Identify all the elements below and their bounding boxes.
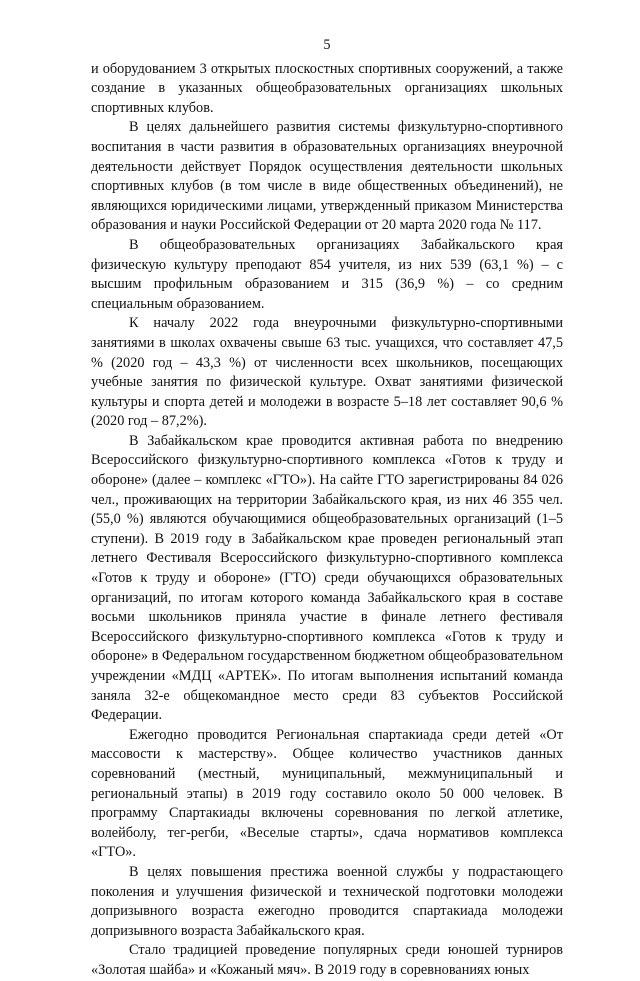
paragraph-pe-teachers: В общеобразовательных организациях Забайкальского края физическую культуру преподают 854 учителя, из них 539 (63,1 %) – с высшим профильным образованием и 315 (36,9 %) – со средним специальным образованием. [91, 236, 563, 312]
document-page [91, 36, 563, 981]
paragraph-extracurricular-coverage: К началу 2022 года внеурочными физкультурно-спортивными занятиями в школах охвачены свыше 63 тыс. учащихся, что составляет 47,5 % (2020 год – 43,3 %) от численности всех школьников, посещающих учебные занятия по физической культуре. Охват занятиями физической культуры и спорта детей и молодежи в возрасте 5–18 лет составляет 90,6 % (2020 год – 87,2%). [91, 315, 563, 430]
paragraph-continuation: и оборудованием 3 открытых плоскостных спортивных сооружений, а также создание в указанных общеобразовательных организациях школьных спортивных клубов. [91, 60, 563, 116]
paragraph-school-sports-clubs: В целях дальнейшего развития системы физкультурно-спортивного воспитания в части развития в образовательных организациях внеурочной деятельности действует Порядок осуществления деятельности школьных спортивных клубов (в том числе в виде общественных объединений), не являющихся юридическими лицами, утвержденный приказом Министерства образования и науки Российской Федерации от 20 марта 2020 года № 117. [91, 119, 563, 234]
paragraph-gto-complex: В Забайкальском крае проводится активная работа по внедрению Всероссийского физкультурно-спортивного комплекса «Готов к труду и обороне» (далее – комплекс «ГТО»). На сайте ГТО зарегистрированы 84 026 чел., проживающих на территории Забайкальского края, из них 46 355 чел. (55,0 %) являются обучающимися общеобразовательных организаций (1–5 ступени). В 2019 году в Забайкальском крае проведен региональный этап летнего Фестиваля Всероссийского физкультурно-спортивного комплекса «Готов к труду и обороне» (ГТО) среди обучающихся образовательных организаций, по итогам которого команда Забайкальского края в составе восьми школьников приняла участие в финале летнего фестиваля Всероссийского физкультурно-спортивного комплекса «Готов к труду и обороне» в Федеральном государственном бюджетном общеобразовательном учреждении «МДЦ «АРТЕК». По итогам выполнения испытаний команда заняла 32-е общекомандное место среди 83 субъектов Российской Федерации. [91, 432, 563, 724]
paragraph-tournaments: Стало традицией проведение популярных среди юношей турниров «Золотая шайба» и «Кожаный мяч». В 2019 году в соревнованиях юных [91, 942, 563, 978]
paragraph-pre-conscription-spartakiad: В целях повышения престижа военной службы у подрастающего поколения и улучшения физической и технической подготовки молодежи допризывного возраста ежегодно проводится спартакиада молодежи допризывного возраста Забайкальского края. [91, 863, 563, 939]
page-number: 5 [323, 37, 331, 53]
paragraph-regional-spartakiad: Ежегодно проводится Региональная спартакиада среди детей «От массовости к мастерству». Общее количество участников данных соревнований (местный, муниципальный, межмуниципальный и региональный этапы) в 2019 году составило около 50 000 человек. В программу Спартакиады включены соревнования по легкой атлетике, волейболу, тег-регби, «Веселые старты», сдача нормативов комплекса «ГТО». [91, 726, 563, 861]
